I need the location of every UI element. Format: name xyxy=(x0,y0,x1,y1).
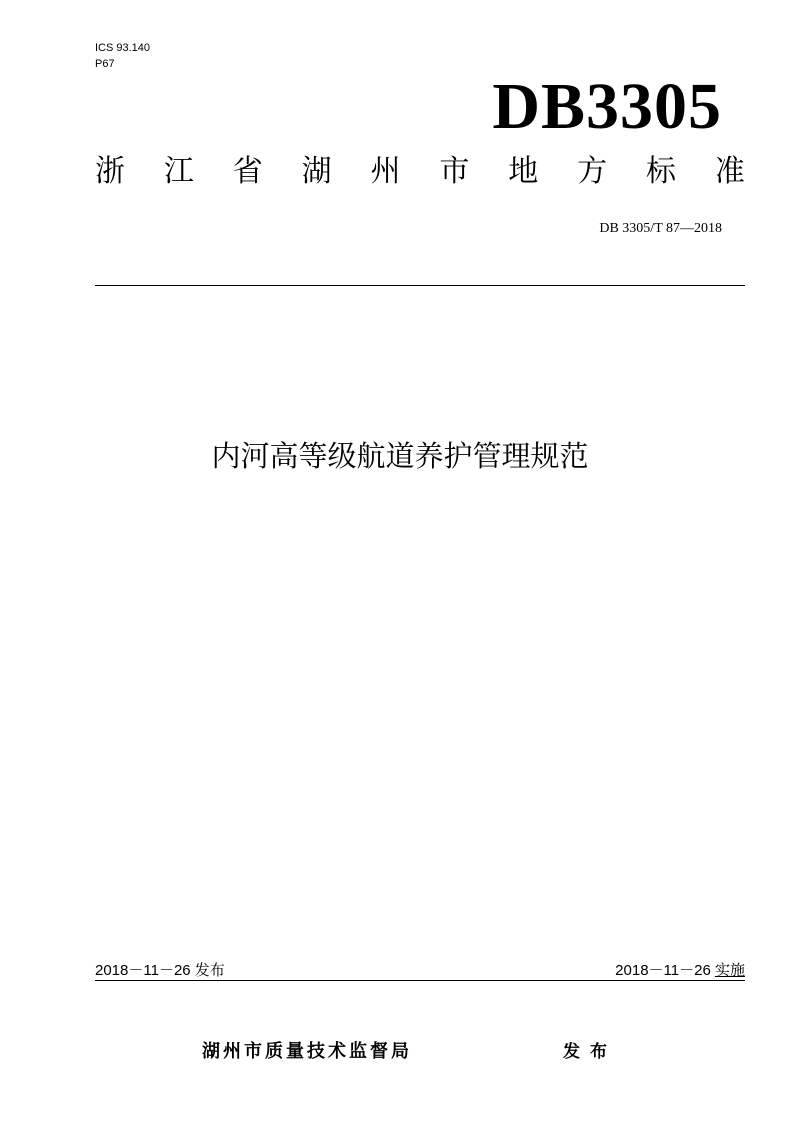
implement-date-line xyxy=(615,961,745,981)
title-char: 江 xyxy=(163,154,194,189)
title-char: 州 xyxy=(370,154,401,189)
title-char: 地 xyxy=(508,154,539,189)
title-char: 准 xyxy=(714,154,745,189)
title-char: 湖 xyxy=(301,154,332,189)
ccs-code: P67 xyxy=(95,58,115,70)
implement-date: 2018－11－26 xyxy=(615,962,711,979)
footer-divider xyxy=(95,980,745,981)
standard-category-title xyxy=(95,152,745,192)
standard-number: DB 3305/T 87—2018 xyxy=(599,221,722,236)
implement-label: 实施 xyxy=(714,962,745,979)
title-char: 标 xyxy=(646,154,676,189)
title-char: 市 xyxy=(439,154,470,189)
header-divider xyxy=(95,285,745,286)
publish-date: 2018－11－26 发布 xyxy=(95,962,225,979)
ics-code: ICS 93.140 xyxy=(95,42,151,54)
standard-code-heading: DB3305 xyxy=(492,70,722,143)
title-char: 浙 xyxy=(95,154,125,189)
document-title: 内河高等级航道养护管理规范 xyxy=(211,439,589,473)
issuer-action: 发布 xyxy=(563,1042,617,1062)
title-char: 方 xyxy=(577,154,608,189)
title-char: 省 xyxy=(232,154,263,189)
classification-codes xyxy=(95,40,150,72)
issuing-authority: 湖州市质量技术监督局 xyxy=(202,1041,412,1062)
